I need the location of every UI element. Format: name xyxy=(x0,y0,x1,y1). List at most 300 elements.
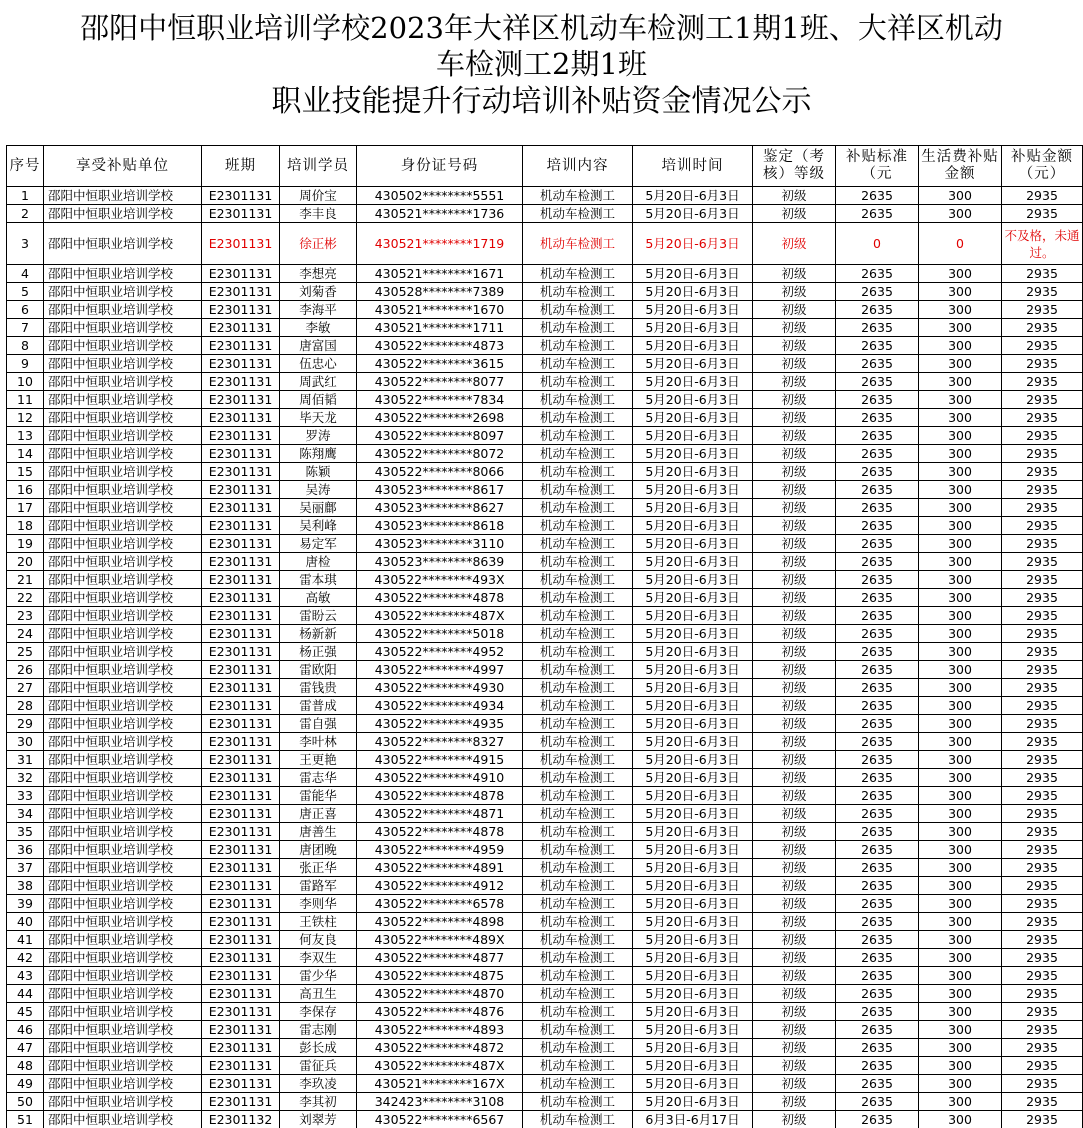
cell-unit: 邵阳中恒职业培训学校 xyxy=(44,355,202,373)
cell-no: 42 xyxy=(7,949,44,967)
table-row xyxy=(7,535,1083,553)
cell-amount: 2935 xyxy=(1002,463,1083,481)
cell-standard: 2635 xyxy=(836,499,919,517)
cell-time: 5月20日-6月3日 xyxy=(633,553,753,571)
cell-unit: 邵阳中恒职业培训学校 xyxy=(44,607,202,625)
cell-amount: 2935 xyxy=(1002,985,1083,1003)
cell-no: 8 xyxy=(7,337,44,355)
cell-no: 13 xyxy=(7,427,44,445)
cell-student: 雷能华 xyxy=(280,787,357,805)
cell-living: 300 xyxy=(919,751,1002,769)
table-row xyxy=(7,571,1083,589)
title-line-2: 车检测工2期1班 xyxy=(436,47,647,81)
table-row xyxy=(7,517,1083,535)
cell-class: E2301131 xyxy=(202,895,280,913)
cell-class: E2301131 xyxy=(202,967,280,985)
cell-id: 430528********7389 xyxy=(357,283,523,301)
cell-unit: 邵阳中恒职业培训学校 xyxy=(44,895,202,913)
header-row xyxy=(7,146,1083,187)
cell-amount: 2935 xyxy=(1002,1111,1083,1128)
cell-amount: 2935 xyxy=(1002,391,1083,409)
cell-unit: 邵阳中恒职业培训学校 xyxy=(44,265,202,283)
cell-time: 5月20日-6月3日 xyxy=(633,187,753,205)
cell-no: 30 xyxy=(7,733,44,751)
cell-id: 430522********4959 xyxy=(357,841,523,859)
cell-content: 机动车检测工 xyxy=(523,337,633,355)
cell-class: E2301131 xyxy=(202,1039,280,1057)
cell-living: 300 xyxy=(919,787,1002,805)
table-row xyxy=(7,1021,1083,1039)
cell-living: 300 xyxy=(919,1057,1002,1075)
cell-level: 初级 xyxy=(753,427,836,445)
cell-class: E2301131 xyxy=(202,985,280,1003)
cell-unit: 邵阳中恒职业培训学校 xyxy=(44,337,202,355)
cell-student: 李则华 xyxy=(280,895,357,913)
cell-class: E2301131 xyxy=(202,643,280,661)
cell-no: 44 xyxy=(7,985,44,1003)
table-row xyxy=(7,859,1083,877)
cell-content: 机动车检测工 xyxy=(523,283,633,301)
table-row xyxy=(7,985,1083,1003)
cell-no: 4 xyxy=(7,265,44,283)
cell-standard: 2635 xyxy=(836,769,919,787)
cell-class: E2301131 xyxy=(202,607,280,625)
cell-id: 430522********4910 xyxy=(357,769,523,787)
cell-level: 初级 xyxy=(753,661,836,679)
cell-id: 430522********4891 xyxy=(357,859,523,877)
cell-id: 430521********1711 xyxy=(357,319,523,337)
cell-living: 300 xyxy=(919,949,1002,967)
cell-time: 5月20日-6月3日 xyxy=(633,643,753,661)
cell-student: 李叶林 xyxy=(280,733,357,751)
cell-content: 机动车检测工 xyxy=(523,769,633,787)
table-row xyxy=(7,679,1083,697)
cell-no: 32 xyxy=(7,769,44,787)
cell-student: 雷盼云 xyxy=(280,607,357,625)
cell-living: 300 xyxy=(919,931,1002,949)
cell-amount: 2935 xyxy=(1002,733,1083,751)
cell-standard: 2635 xyxy=(836,607,919,625)
cell-no: 27 xyxy=(7,679,44,697)
cell-content: 机动车检测工 xyxy=(523,301,633,319)
cell-class: E2301131 xyxy=(202,283,280,301)
cell-living: 300 xyxy=(919,205,1002,223)
cell-amount: 2935 xyxy=(1002,445,1083,463)
cell-content: 机动车检测工 xyxy=(523,661,633,679)
cell-content: 机动车检测工 xyxy=(523,373,633,391)
cell-amount: 2935 xyxy=(1002,337,1083,355)
cell-student: 雷普成 xyxy=(280,697,357,715)
cell-level: 初级 xyxy=(753,1093,836,1111)
cell-id: 430521********167X xyxy=(357,1075,523,1093)
cell-level: 初级 xyxy=(753,265,836,283)
subsidy-table xyxy=(6,145,1083,1128)
cell-living: 300 xyxy=(919,445,1002,463)
cell-time: 5月20日-6月3日 xyxy=(633,679,753,697)
cell-standard: 2635 xyxy=(836,823,919,841)
cell-no: 29 xyxy=(7,715,44,733)
cell-standard: 2635 xyxy=(836,355,919,373)
cell-id: 430522********4997 xyxy=(357,661,523,679)
cell-no: 50 xyxy=(7,1093,44,1111)
cell-student: 何友良 xyxy=(280,931,357,949)
cell-no: 12 xyxy=(7,409,44,427)
cell-unit: 邵阳中恒职业培训学校 xyxy=(44,1111,202,1128)
cell-student: 李玖凌 xyxy=(280,1075,357,1093)
cell-class: E2301131 xyxy=(202,769,280,787)
cell-time: 5月20日-6月3日 xyxy=(633,715,753,733)
cell-id: 430522********8072 xyxy=(357,445,523,463)
cell-amount: 2935 xyxy=(1002,643,1083,661)
cell-class: E2301131 xyxy=(202,877,280,895)
cell-time: 5月20日-6月3日 xyxy=(633,985,753,1003)
cell-id: 430522********2698 xyxy=(357,409,523,427)
cell-no: 3 xyxy=(7,223,44,265)
cell-standard: 2635 xyxy=(836,535,919,553)
cell-class: E2301131 xyxy=(202,751,280,769)
table-row xyxy=(7,355,1083,373)
cell-no: 5 xyxy=(7,283,44,301)
cell-time: 5月20日-6月3日 xyxy=(633,481,753,499)
cell-student: 徐正彬 xyxy=(280,223,357,265)
cell-student: 伍忠心 xyxy=(280,355,357,373)
table-row xyxy=(7,409,1083,427)
cell-no: 22 xyxy=(7,589,44,607)
cell-student: 唐检 xyxy=(280,553,357,571)
cell-content: 机动车检测工 xyxy=(523,625,633,643)
cell-student: 雷本琪 xyxy=(280,571,357,589)
cell-no: 37 xyxy=(7,859,44,877)
table-row xyxy=(7,607,1083,625)
cell-level: 初级 xyxy=(753,967,836,985)
col-header-id: 身份证号码 xyxy=(357,146,523,187)
cell-id: 430522********4873 xyxy=(357,337,523,355)
cell-class: E2301131 xyxy=(202,301,280,319)
cell-no: 34 xyxy=(7,805,44,823)
cell-time: 5月20日-6月3日 xyxy=(633,283,753,301)
cell-student: 雷路军 xyxy=(280,877,357,895)
cell-no: 38 xyxy=(7,877,44,895)
cell-unit: 邵阳中恒职业培训学校 xyxy=(44,823,202,841)
col-header-standard: 补贴标准（元 xyxy=(836,146,919,187)
cell-id: 430522********4935 xyxy=(357,715,523,733)
cell-standard: 2635 xyxy=(836,877,919,895)
cell-amount: 2935 xyxy=(1002,697,1083,715)
cell-amount: 2935 xyxy=(1002,607,1083,625)
cell-class: E2301131 xyxy=(202,787,280,805)
cell-content: 机动车检测工 xyxy=(523,697,633,715)
cell-student: 李双生 xyxy=(280,949,357,967)
cell-living: 300 xyxy=(919,805,1002,823)
cell-level: 初级 xyxy=(753,823,836,841)
cell-time: 5月20日-6月3日 xyxy=(633,841,753,859)
col-header-no: 序号 xyxy=(7,146,44,187)
cell-unit: 邵阳中恒职业培训学校 xyxy=(44,643,202,661)
cell-living: 300 xyxy=(919,283,1002,301)
cell-no: 40 xyxy=(7,913,44,931)
cell-amount: 2935 xyxy=(1002,481,1083,499)
cell-content: 机动车检测工 xyxy=(523,715,633,733)
cell-unit: 邵阳中恒职业培训学校 xyxy=(44,805,202,823)
cell-standard: 2635 xyxy=(836,1093,919,1111)
cell-content: 机动车检测工 xyxy=(523,481,633,499)
cell-unit: 邵阳中恒职业培训学校 xyxy=(44,445,202,463)
col-header-living: 生活费补贴金额 xyxy=(919,146,1002,187)
cell-content: 机动车检测工 xyxy=(523,319,633,337)
cell-unit: 邵阳中恒职业培训学校 xyxy=(44,679,202,697)
cell-class: E2301131 xyxy=(202,841,280,859)
cell-level: 初级 xyxy=(753,625,836,643)
cell-standard: 2635 xyxy=(836,787,919,805)
cell-standard: 2635 xyxy=(836,679,919,697)
cell-level: 初级 xyxy=(753,301,836,319)
cell-unit: 邵阳中恒职业培训学校 xyxy=(44,553,202,571)
cell-content: 机动车检测工 xyxy=(523,265,633,283)
cell-amount: 2935 xyxy=(1002,1003,1083,1021)
cell-no: 21 xyxy=(7,571,44,589)
cell-standard: 2635 xyxy=(836,1039,919,1057)
table-row xyxy=(7,1039,1083,1057)
cell-amount: 2935 xyxy=(1002,787,1083,805)
cell-time: 5月20日-6月3日 xyxy=(633,1039,753,1057)
cell-standard: 2635 xyxy=(836,373,919,391)
cell-living: 300 xyxy=(919,391,1002,409)
cell-time: 5月20日-6月3日 xyxy=(633,499,753,517)
cell-standard: 0 xyxy=(836,223,919,265)
cell-no: 35 xyxy=(7,823,44,841)
cell-living: 300 xyxy=(919,409,1002,427)
cell-time: 5月20日-6月3日 xyxy=(633,427,753,445)
cell-amount: 2935 xyxy=(1002,283,1083,301)
cell-class: E2301131 xyxy=(202,373,280,391)
cell-id: 430522********7834 xyxy=(357,391,523,409)
cell-unit: 邵阳中恒职业培训学校 xyxy=(44,697,202,715)
cell-standard: 2635 xyxy=(836,859,919,877)
cell-class: E2301131 xyxy=(202,517,280,535)
cell-id: 430522********4875 xyxy=(357,967,523,985)
cell-level: 初级 xyxy=(753,877,836,895)
cell-class: E2301131 xyxy=(202,409,280,427)
table-row xyxy=(7,1093,1083,1111)
cell-student: 李敏 xyxy=(280,319,357,337)
cell-amount: 2935 xyxy=(1002,427,1083,445)
col-header-content: 培训内容 xyxy=(523,146,633,187)
cell-content: 机动车检测工 xyxy=(523,409,633,427)
cell-content: 机动车检测工 xyxy=(523,205,633,223)
cell-amount: 2935 xyxy=(1002,715,1083,733)
cell-level: 初级 xyxy=(753,1021,836,1039)
cell-no: 23 xyxy=(7,607,44,625)
cell-time: 5月20日-6月3日 xyxy=(633,967,753,985)
cell-student: 杨新新 xyxy=(280,625,357,643)
table-row xyxy=(7,187,1083,205)
table-row xyxy=(7,283,1083,301)
cell-student: 雷志华 xyxy=(280,769,357,787)
cell-no: 33 xyxy=(7,787,44,805)
cell-level: 初级 xyxy=(753,913,836,931)
cell-living: 300 xyxy=(919,553,1002,571)
cell-class: E2301131 xyxy=(202,679,280,697)
cell-level: 初级 xyxy=(753,931,836,949)
cell-student: 周佰韬 xyxy=(280,391,357,409)
cell-class: E2301131 xyxy=(202,205,280,223)
cell-amount: 2935 xyxy=(1002,571,1083,589)
table-row xyxy=(7,643,1083,661)
cell-standard: 2635 xyxy=(836,517,919,535)
cell-id: 430522********4871 xyxy=(357,805,523,823)
cell-unit: 邵阳中恒职业培训学校 xyxy=(44,373,202,391)
cell-level: 初级 xyxy=(753,205,836,223)
cell-amount: 2935 xyxy=(1002,931,1083,949)
table-row xyxy=(7,625,1083,643)
cell-student: 唐正喜 xyxy=(280,805,357,823)
cell-student: 王更艳 xyxy=(280,751,357,769)
cell-student: 雷征兵 xyxy=(280,1057,357,1075)
table-row xyxy=(7,373,1083,391)
cell-unit: 邵阳中恒职业培训学校 xyxy=(44,949,202,967)
cell-id: 430522********4878 xyxy=(357,823,523,841)
cell-id: 430523********3110 xyxy=(357,535,523,553)
cell-class: E2301131 xyxy=(202,805,280,823)
cell-time: 5月20日-6月3日 xyxy=(633,571,753,589)
cell-id: 430521********1736 xyxy=(357,205,523,223)
cell-id: 430522********4878 xyxy=(357,787,523,805)
cell-level: 初级 xyxy=(753,373,836,391)
cell-amount: 2935 xyxy=(1002,913,1083,931)
cell-level: 初级 xyxy=(753,355,836,373)
cell-student: 王铁柱 xyxy=(280,913,357,931)
cell-amount: 2935 xyxy=(1002,679,1083,697)
cell-time: 5月20日-6月3日 xyxy=(633,373,753,391)
cell-unit: 邵阳中恒职业培训学校 xyxy=(44,391,202,409)
cell-student: 吴利峰 xyxy=(280,517,357,535)
cell-amount: 2935 xyxy=(1002,553,1083,571)
cell-standard: 2635 xyxy=(836,643,919,661)
table-row xyxy=(7,1057,1083,1075)
cell-unit: 邵阳中恒职业培训学校 xyxy=(44,931,202,949)
cell-standard: 2635 xyxy=(836,589,919,607)
cell-student: 罗涛 xyxy=(280,427,357,445)
cell-living: 300 xyxy=(919,571,1002,589)
table-row xyxy=(7,787,1083,805)
cell-content: 机动车检测工 xyxy=(523,1039,633,1057)
cell-time: 5月20日-6月3日 xyxy=(633,751,753,769)
cell-no: 15 xyxy=(7,463,44,481)
cell-level: 初级 xyxy=(753,805,836,823)
cell-unit: 邵阳中恒职业培训学校 xyxy=(44,205,202,223)
table-row xyxy=(7,697,1083,715)
cell-amount: 2935 xyxy=(1002,205,1083,223)
cell-id: 430521********1670 xyxy=(357,301,523,319)
cell-living: 300 xyxy=(919,337,1002,355)
cell-level: 初级 xyxy=(753,571,836,589)
cell-class: E2301131 xyxy=(202,535,280,553)
cell-living: 300 xyxy=(919,823,1002,841)
cell-content: 机动车检测工 xyxy=(523,499,633,517)
cell-time: 5月20日-6月3日 xyxy=(633,859,753,877)
cell-no: 18 xyxy=(7,517,44,535)
cell-standard: 2635 xyxy=(836,913,919,931)
cell-unit: 邵阳中恒职业培训学校 xyxy=(44,661,202,679)
cell-class: E2301131 xyxy=(202,445,280,463)
cell-unit: 邵阳中恒职业培训学校 xyxy=(44,571,202,589)
cell-level: 初级 xyxy=(753,517,836,535)
cell-time: 5月20日-6月3日 xyxy=(633,661,753,679)
cell-living: 300 xyxy=(919,985,1002,1003)
table-row xyxy=(7,661,1083,679)
table-row xyxy=(7,877,1083,895)
cell-content: 机动车检测工 xyxy=(523,1057,633,1075)
cell-content: 机动车检测工 xyxy=(523,187,633,205)
cell-time: 5月20日-6月3日 xyxy=(633,949,753,967)
cell-unit: 邵阳中恒职业培训学校 xyxy=(44,223,202,265)
cell-no: 47 xyxy=(7,1039,44,1057)
cell-amount: 2935 xyxy=(1002,589,1083,607)
cell-living: 300 xyxy=(919,319,1002,337)
cell-student: 彭长成 xyxy=(280,1039,357,1057)
cell-level: 初级 xyxy=(753,751,836,769)
cell-student: 吴涛 xyxy=(280,481,357,499)
cell-standard: 2635 xyxy=(836,1021,919,1039)
cell-time: 5月20日-6月3日 xyxy=(633,391,753,409)
cell-time: 5月20日-6月3日 xyxy=(633,769,753,787)
table-row xyxy=(7,223,1083,265)
cell-unit: 邵阳中恒职业培训学校 xyxy=(44,751,202,769)
cell-time: 5月20日-6月3日 xyxy=(633,913,753,931)
cell-standard: 2635 xyxy=(836,319,919,337)
cell-time: 5月20日-6月3日 xyxy=(633,931,753,949)
cell-no: 28 xyxy=(7,697,44,715)
cell-standard: 2635 xyxy=(836,463,919,481)
table-row xyxy=(7,301,1083,319)
cell-content: 机动车检测工 xyxy=(523,517,633,535)
cell-no: 7 xyxy=(7,319,44,337)
cell-time: 5月20日-6月3日 xyxy=(633,1075,753,1093)
cell-level: 初级 xyxy=(753,409,836,427)
cell-content: 机动车检测工 xyxy=(523,589,633,607)
cell-class: E2301131 xyxy=(202,697,280,715)
cell-level: 初级 xyxy=(753,733,836,751)
cell-amount: 2935 xyxy=(1002,949,1083,967)
cell-level: 初级 xyxy=(753,463,836,481)
cell-id: 430522********4878 xyxy=(357,589,523,607)
table-row xyxy=(7,1075,1083,1093)
cell-amount: 2935 xyxy=(1002,409,1083,427)
cell-unit: 邵阳中恒职业培训学校 xyxy=(44,187,202,205)
cell-unit: 邵阳中恒职业培训学校 xyxy=(44,499,202,517)
cell-level: 初级 xyxy=(753,697,836,715)
table-row xyxy=(7,769,1083,787)
cell-amount: 2935 xyxy=(1002,499,1083,517)
cell-living: 300 xyxy=(919,187,1002,205)
cell-standard: 2635 xyxy=(836,265,919,283)
cell-amount: 2935 xyxy=(1002,625,1083,643)
cell-amount: 2935 xyxy=(1002,265,1083,283)
cell-level: 初级 xyxy=(753,895,836,913)
cell-amount: 2935 xyxy=(1002,1021,1083,1039)
table-row xyxy=(7,319,1083,337)
cell-level: 初级 xyxy=(753,283,836,301)
cell-time: 5月20日-6月3日 xyxy=(633,625,753,643)
table-row xyxy=(7,715,1083,733)
cell-time: 5月20日-6月3日 xyxy=(633,1003,753,1021)
cell-content: 机动车检测工 xyxy=(523,1003,633,1021)
table-row xyxy=(7,481,1083,499)
cell-standard: 2635 xyxy=(836,553,919,571)
cell-no: 39 xyxy=(7,895,44,913)
cell-content: 机动车检测工 xyxy=(523,733,633,751)
cell-class: E2301131 xyxy=(202,589,280,607)
